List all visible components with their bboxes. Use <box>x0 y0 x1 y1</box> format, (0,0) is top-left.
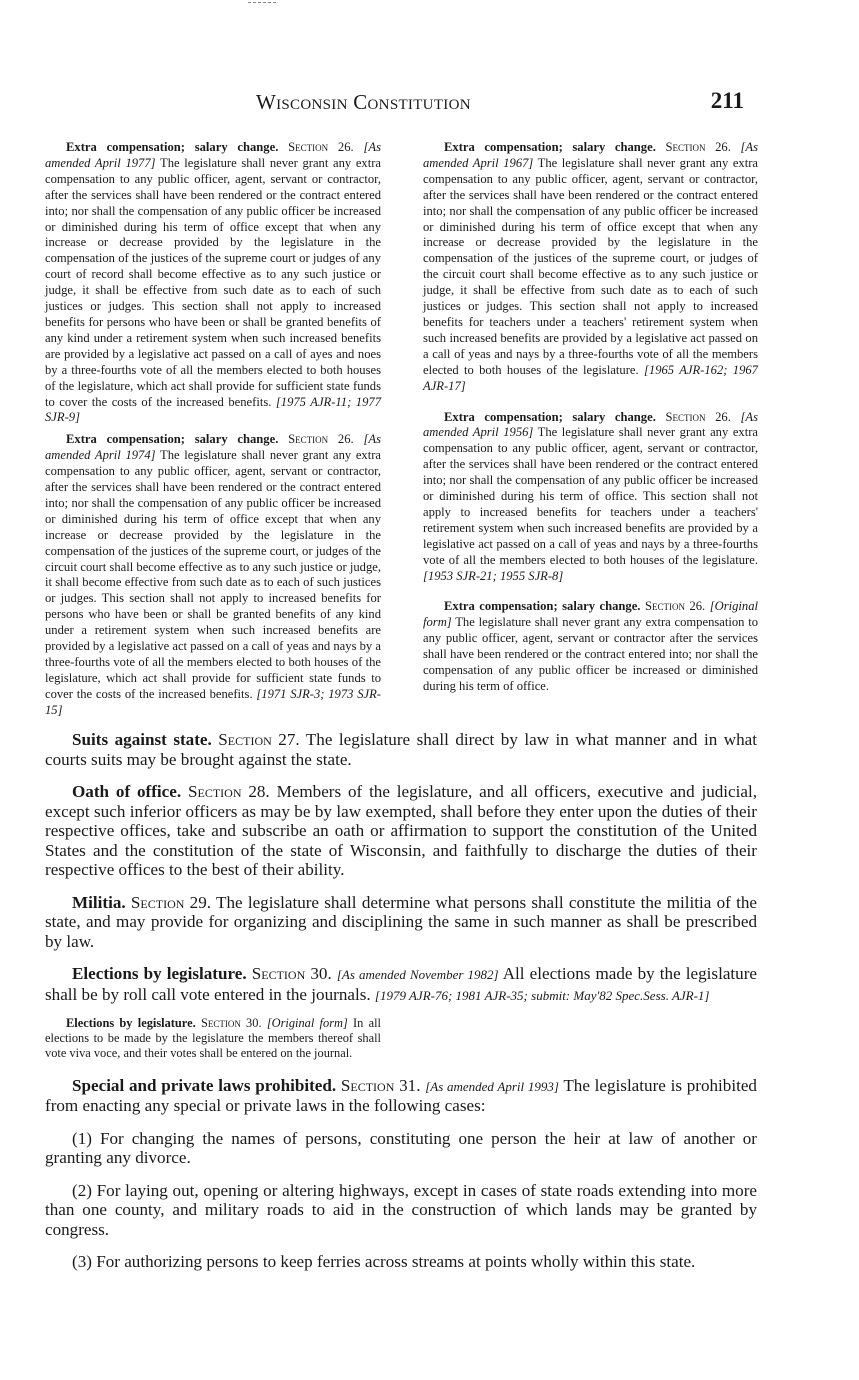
scan-artifact <box>248 2 276 5</box>
running-header <box>256 88 744 122</box>
section-26-1956-note: Extra compensation; salary change. Section 26. [As amended April 1956] The legislature shall never grant any extra compensation to any public officer, agent, servant or contractor, after the services shall have been rendered or the contract entered into; nor shall the compensation of any public officer be increased or diminished during his term of office. This section shall not apply to increased benefits for teachers under a teachers' retirement system when such increased benefits are provided by a legislative act passed on a call of yeas and nays by a three-fourths vote of all the members elected to both houses of the legislature. [1953 SJR-21; 1955 SJR-8] <box>423 409 758 583</box>
page-number: 211 <box>710 88 744 113</box>
section-28: Oath of office. Section 28. Members of the legislature, and all officers, executive and judicial, except such inferior officers as may be by law exempted, shall before they enter upon the duties of their respective offices, take and subscribe an oath or affirmation to support the constitution of the United States and the constitution of the state of Wisconsin, and faithfully to discharge the duties of their respective offices to the best of their ability. <box>45 782 758 879</box>
section-26-1967-note: Extra compensation; salary change. Section 26. [As amended April 1967] The legislature shall never grant any extra compensation to any public officer, agent, servant or contractor, after the services shall have been rendered or the contract entered into; nor shall the compensation of any public officer be increased or diminished during his term of office except that when any increase or decrease provided by the legislature in the compensation of the justices of the supreme court, or judges of the circuit court shall become effective as to any such justice or judge, it shall be effective from such date as to each of such justices or judges. This section shall not apply to increased benefits for teachers under a teachers' retirement system when such increased benefits are provided by a legislative act passed on a call of yeas and nays by a three-fourths vote of all the members elected to both houses of the legislature. [1965 AJR-162; 1967 AJR-17] <box>423 140 758 393</box>
section-26-1974-note: Extra compensation; salary change. Section 26. [As amended April 1974] The legislature shall never grant any extra compensation to any public officer, agent, servant or contractor, after the services shall have been rendered or the contract entered into; nor shall the compensation of any public officer be increased or diminished during his term of office except that when any increase or decrease provided by the legislature in the compensation of the justices of the supreme court, or judges of the circuit court shall become effective as to any such justice or judge, it shall become effective from such date as to each of such justices or judges. This section shall not apply to increased benefits for persons who have been or shall be granted benefits of any kind under a retirement system when such increased benefits are provided by a legislative act passed on a call of yeas and nays by a three-fourths vote of all the members elected to both houses of the legislature, which act shall provide for sufficient state funds to cover the costs of the increased benefits. [1971 SJR-3; 1973 SJR-15] <box>45 432 382 717</box>
page-title: Wisconsin Constitution <box>256 90 471 114</box>
section-27: Suits against state. Section 27. The legislature shall direct by law in what manner and in what courts suits may be brought against the state. <box>45 730 757 769</box>
section-29: Militia. Section 29. The legislature shall determine what persons shall constitute the militia of the state, and may provide for organizing and disciplining the same in such manner as shall be prescribed by law. <box>45 892 758 951</box>
section-31: Special and private laws prohibited. Section 31. [As amended April 1993] The legislature is prohibited from enacting any special or private laws in the following cases: <box>45 1075 757 1116</box>
section-26-1977-note: Extra compensation; salary change. Section 26. [As amended April 1977] The legislature shall never grant any extra compensation to any public officer, agent, servant or contractor, after the services shall have been rendered or the contract entered into; nor shall the compensation of any public officer be increased or diminished during his term of office except that when any increase or decrease provided by the legislature in the compensation of the justices of the supreme court or judges of any court of record shall become effective as to any such justice or judge, it shall be effective from such date as to each of such justices or judges. This section shall not apply to increased benefits for persons who have been or shall be granted benefits of any kind under a retirement system when such increased benefits are provided by a legislative act passed on a call of ayes and noes by a three-fourths vote of all the members elected to both houses of the legislature, which act shall provide for sufficient state funds to cover the costs of the increased benefits. [1975 AJR-11; 1977 SJR-9] <box>45 140 382 425</box>
left-column <box>45 140 381 719</box>
section-31-item-3: (3) For authorizing persons to keep ferries across streams at points wholly within this state. <box>72 1252 696 1272</box>
section-30-original-note: Elections by legislature. Section 30. [Original form] In all elections to be made by the legislature the members thereof shall vote viva voce, and their votes shall be entered on the journal. <box>45 1016 381 1061</box>
section-30: Elections by legislature. Section 30. [As amended November 1982] All elections made by the legislature shall be by roll call vote entered in the journals. [1979 AJR-76; 1981 AJR-35; submit: May'82 Spec.Sess. AJR-1] <box>45 964 757 1004</box>
section-31-item-2: (2) For laying out, opening or altering highways, except in cases of state roads extending into more than one county, and military roads to aid in the construction of which lands may be granted by congress. <box>45 1180 757 1239</box>
section-31-item-1: (1) For changing the names of persons, constituting one person the heir at law of another or granting any divorce. <box>45 1128 757 1168</box>
right-column <box>423 140 758 695</box>
section-26-original-note: Extra compensation; salary change. Section 26. [Original form] The legislature shall never grant any extra compensation to any public officer, agent, servant or contractor after the services shall have been rendered or the contract entered into; nor shall the compensation of any public officer be increased or diminished during his term of office. <box>423 599 758 693</box>
main-text <box>45 730 757 1285</box>
